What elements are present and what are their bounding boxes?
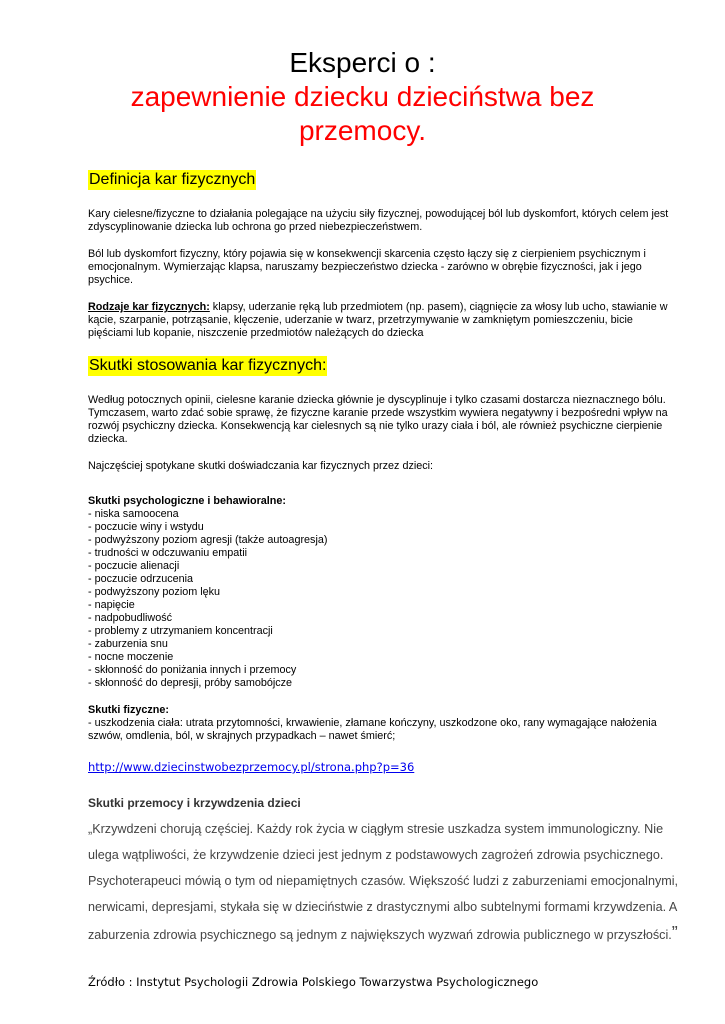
source-link[interactable]: http://www.dziecinstwobezprzemocy.pl/strona.php?p=36 <box>88 760 415 774</box>
psych-effect-item: - poczucie alienacji <box>88 560 180 572</box>
phys-effects-label: Skutki fizyczne: <box>88 704 169 716</box>
psych-effect-item: - poczucie odrzucenia <box>88 573 194 585</box>
psych-effect-item: - skłonność do poniżania innych i przemocy <box>88 664 297 676</box>
psych-effect-item: - skłonność do depresji, próby samobójcze <box>88 677 293 689</box>
psych-effect-item: - podwyższony poziom agresji (także autoagresja) <box>88 534 328 546</box>
punishment-types-label: Rodzaje kar fizycznych: <box>88 301 210 313</box>
article-paragraph-2 <box>88 868 680 948</box>
definition-paragraph-2: Ból lub dyskomfort fizyczny, który pojawia się w konsekwencji skarcenia często łączy się z cierpieniem psychicznym i emocjonalnym. Wymierzając klapsa, naruszamy bezpieczeństwo dziecka - zarówno w obrębie fizyczności, jak i jego psychice. <box>88 248 646 286</box>
document-title <box>0 46 725 148</box>
psych-effect-item: - zaburzenia snu <box>88 638 168 650</box>
punishment-types-text: klapsy, uderzanie ręką lub przedmiotem (np. pasem), ciągnięcie za włosy lub ucho, stawianie w kącie, szarpanie, potrząsanie, klęczenie, uderzanie w twarz, przetrzymywanie w zamkniętym pomieszczeniu, bicie pięściami lub kopanie, niszczenie przedmiotów należących do dziecka <box>88 301 668 339</box>
title-line-1: Eksperci o : <box>289 47 436 78</box>
phys-effects-text: - uszkodzenia ciała: utrata przytomności, krwawienie, złamane kończyny, uszkodzone oko, rany wymagające nałożenia szwów, omdlenia, ból, w skrajnych przypadkach – nawet śmierć; <box>88 717 657 742</box>
section-heading-effects: Skutki stosowania kar fizycznych: <box>89 357 327 374</box>
closing-quote: ” <box>671 923 678 943</box>
psych-effect-item: - napięcie <box>88 599 135 611</box>
psych-effect-item: - poczucie winy i wstydu <box>88 521 204 533</box>
document-body <box>88 170 680 989</box>
psych-effect-item: - problemy z utrzymaniem koncentracji <box>88 625 273 637</box>
psych-effects-list <box>88 508 680 690</box>
psych-effect-item: - nocne moczenie <box>88 651 174 663</box>
source-attribution: Źródło : Instytut Psychologii Zdrowia Polskiego Towarzystwa Psychologicznego <box>88 975 539 989</box>
section-heading-definition: Definicja kar fizycznych <box>89 171 256 188</box>
definition-paragraph-1: Kary cielesne/fizyczne to działania polegające na użyciu siły fizycznej, powodującej ból lub dyskomfort, których celem jest zdyscyplinowanie dziecka lub ochrona go przed niebezpieczeństwem. <box>88 208 669 233</box>
psych-effect-item: - podwyższony poziom lęku <box>88 586 221 598</box>
punishment-types-paragraph <box>88 301 680 340</box>
psych-effects-label: Skutki psychologiczne i behawioralne: <box>88 495 286 507</box>
effects-paragraph-1: Według potocznych opinii, cielesne karanie dziecka głównie je dyscyplinuje i tylko czasami dostarcza nieznacznego bólu. Tymczasem, warto zdać sobie sprawę, że fizyczne karanie przede wszystkim wywiera negatywny i bezpośredni wpływ na rozwój psychiczny dziecka. Konsekwencją kar cielesnych są nie tylko urazy ciała i ból, ale również psychiczne cierpienie dziecka. <box>88 394 668 445</box>
title-line-2: zapewnienie dziecku dzieciństwa bez <box>130 81 595 112</box>
psych-effect-item: - nadpobudliwość <box>88 612 173 624</box>
psych-effect-item: - trudności w odczuwaniu empatii <box>88 547 248 559</box>
article-paragraph-1: „Krzywdzeni chorują częściej. Każdy rok życia w ciągłym stresie uszkadza system immunologiczny. Nie ulega wątpliwości, że krzywdzenie dzieci jest jednym z podstawowych zagrożeń zdrowia psychicznego. <box>88 822 664 862</box>
article-heading: Skutki przemocy i krzywdzenia dzieci <box>88 796 301 810</box>
effects-paragraph-2: Najczęściej spotykane skutki doświadczania kar fizycznych przez dzieci: <box>88 460 434 472</box>
article-paragraph-2-text: Psychoterapeuci mówią o tym od niepamiętnych czasów. Większość ludzi z zaburzeniami emocjonalnymi, nerwicami, depresjami, stykała się w dzieciństwie z drastycznymi albo subtelnymi formami krzywdzenia. A zaburzenia zdrowia psychicznego są jednym z największych wyzwań zdrowia publicznego w przyszłości. <box>88 874 679 942</box>
title-line-3: przemocy. <box>298 115 427 146</box>
psych-effect-item: - niska samoocena <box>88 508 179 520</box>
